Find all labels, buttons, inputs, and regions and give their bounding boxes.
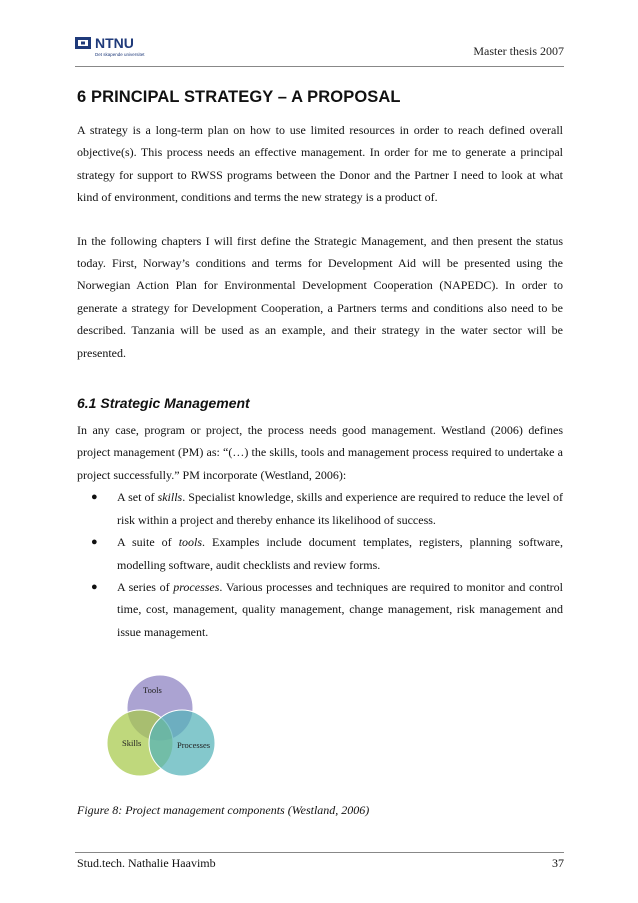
ntnu-logo-name: NTNU	[95, 35, 134, 51]
paragraph-1: A strategy is a long-term plan on how to use limited resources in order to reach defined overall objective(s). This process needs an effective management. In order for me to generate a principal strategy for support to RWSS programs between the Donor and the Partner I need to look at what kind of environment, conditions and terms the new strategy is a product of.	[77, 123, 563, 205]
footer-author: Stud.tech. Nathalie Haavimb	[77, 856, 216, 870]
running-title: Master thesis 2007	[473, 44, 564, 58]
bullet-item-skills	[77, 486, 563, 531]
section-title: 6 PRINCIPAL STRATEGY – A PROPOSAL	[77, 88, 401, 106]
ntnu-logo-subtitle: Det skapende universitet	[95, 52, 145, 57]
page-number: 37	[552, 856, 564, 870]
bullet-icon: ●	[91, 580, 98, 593]
bullet-prefix: A suite of	[117, 535, 179, 550]
venn-label-skills: Skills	[122, 738, 142, 748]
bullet-item-processes	[77, 576, 563, 643]
bullet-term: processes	[173, 579, 220, 594]
bullet-icon: ●	[91, 536, 98, 549]
bullet-text: . Examples include document templates, registers, planning software, modelling software, audit checklists and review forms.	[117, 535, 563, 572]
figure-caption: Figure 8: Project management components (Westland, 2006)	[77, 803, 370, 817]
bullet-prefix: A series of	[117, 579, 174, 594]
bullet-term: tools	[178, 535, 203, 550]
header-rule	[75, 66, 564, 67]
venn-label-processes: Processes	[177, 740, 211, 750]
subsection-title: 6.1 Strategic Management	[77, 395, 250, 412]
venn-label-tools: Tools	[143, 685, 162, 695]
bullet-item-tools	[77, 531, 563, 576]
venn-diagram	[98, 668, 228, 780]
subsection-intro: In any case, program or project, the process needs good management. Westland (2006) defines project management (PM) as: “(…) the skills, tools and management process required to undertake a project successfully.” PM incorporate (Westland, 2006):	[77, 423, 563, 482]
bullet-text: . Specialist knowledge, skills and experience are required to reduce the level of risk within a project and thereby enhance its likelihood of success.	[117, 490, 563, 527]
bullet-prefix: A set of	[117, 490, 158, 505]
bullet-text: . Various processes and techniques are required to monitor and control time, cost, management, quality management, change management, risk management and issue management.	[117, 579, 563, 639]
footer-rule	[75, 852, 564, 853]
page-content	[77, 88, 563, 643]
bullet-icon: ●	[91, 491, 98, 504]
bullet-term: skills	[157, 490, 183, 505]
bullet-list	[77, 486, 563, 643]
paragraph-2: In the following chapters I will first define the Strategic Management, and then present the status today. First, Norway’s conditions and terms for Development Aid will be presented using the Norwegian Action Plan for Environmental Development Cooperation (NAPEDC). In order to generate a strategy for Development Cooperation, a Partners terms and conditions also need to be described. Tanzania will be used as an example, and their strategy in the water sector will be presented.	[77, 233, 563, 360]
ntnu-logo	[75, 31, 185, 63]
